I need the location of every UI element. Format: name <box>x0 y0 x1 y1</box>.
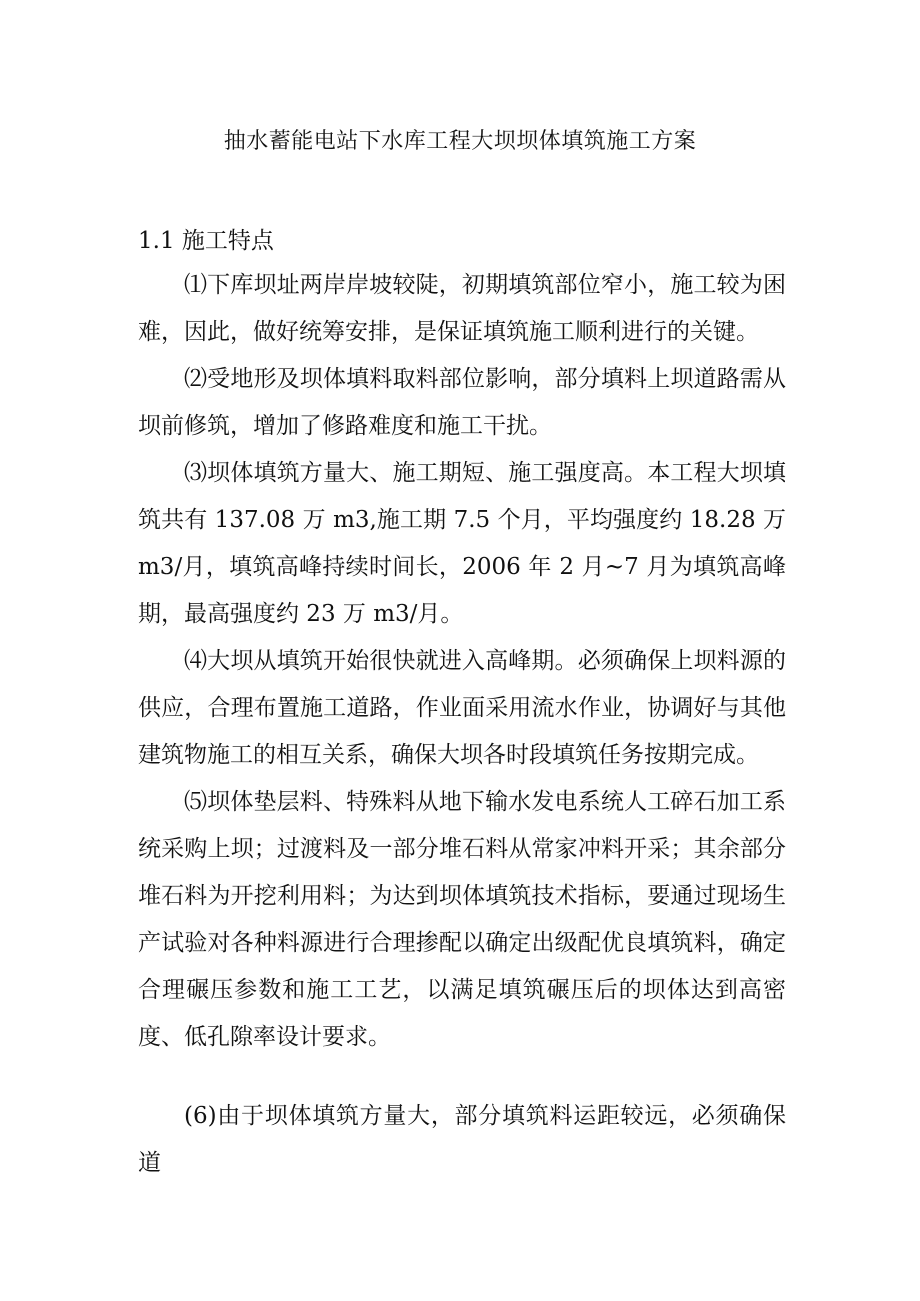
document-title: 抽水蓄能电站下水库工程大坝坝体填筑施工方案 <box>223 129 697 154</box>
paragraph-3: ⑶坝体填筑方量大、施工期短、施工强度高。本工程大坝填筑共有 137.08 万 m3,施工期 7.5 个月，平均强度约 18.28 万 m3/月，填筑高峰持续时间长，2006 年 2 月~7 月为填筑高峰期，最高强度约 23 万 m3/月。 <box>138 460 786 627</box>
document-body <box>138 262 786 1187</box>
paragraph-5: ⑸坝体垫层料、特殊料从地下输水发电系统人工碎石加工系统采购上坝；过渡料及一部分堆石料从常家冲料开采；其余部分堆石料为开挖利用料；为达到坝体填筑技术指标，要通过现场生产试验对各种料源进行合理掺配以确定出级配优良填筑料，确定合理碾压参数和施工工艺，以满足填筑碾压后的坝体达到高密度、低孔隙率设计要求。 <box>138 789 786 1050</box>
paragraph-6: (6)由于坝体填筑方量大，部分填筑料运距较远，必须确保道 <box>138 1103 786 1176</box>
section-heading: 1.1 施工特点 <box>138 228 274 254</box>
paragraph-1: ⑴下库坝址两岸岸坡较陡，初期填筑部位窄小，施工较为困难，因此，做好统筹安排，是保证填筑施工顺利进行的关键。 <box>138 272 786 345</box>
paragraph-4: ⑷大坝从填筑开始很快就进入高峰期。必须确保上坝料源的供应，合理布置施工道路，作业面采用流水作业，协调好与其他建筑物施工的相互关系，确保大坝各时段填筑任务按期完成。 <box>138 648 786 768</box>
paragraph-2: ⑵受地形及坝体填料取料部位影响，部分填料上坝道路需从坝前修筑，增加了修路难度和施工干扰。 <box>138 366 786 439</box>
